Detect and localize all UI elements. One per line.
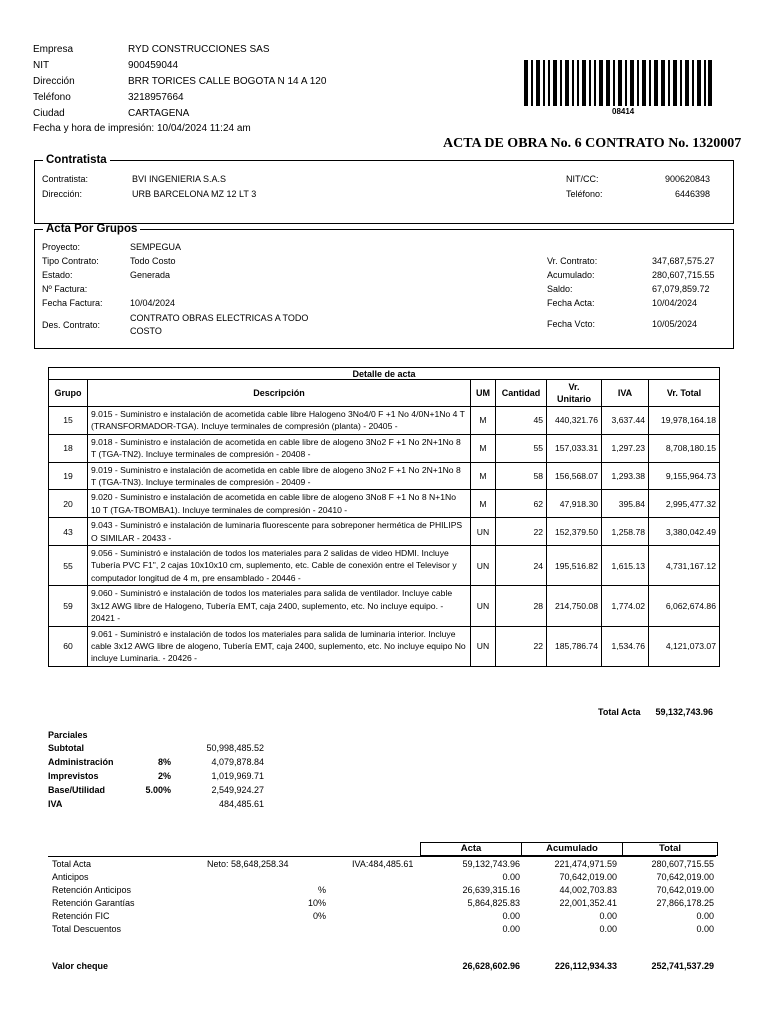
header-vr-unitario-line1: Vr. <box>568 382 580 392</box>
parcial-label: IVA <box>48 799 63 809</box>
resumen-total: 0.00 <box>696 924 714 934</box>
grupo-label: Proyecto: <box>42 242 81 252</box>
cell-vr-unitario: 440,321.76 <box>547 407 602 435</box>
table-row <box>49 490 720 518</box>
company-value: 900459044 <box>128 60 179 71</box>
contratista-label: Contratista: <box>42 174 89 184</box>
cell-grupo: 59 <box>49 586 88 626</box>
grupo-right-value: 10/04/2024 <box>652 298 698 308</box>
parcial-label: Imprevistos <box>48 771 99 781</box>
telefono-label: Teléfono: <box>566 189 603 199</box>
grupo-label: Tipo Contrato: <box>42 256 99 266</box>
header-vr-unitario-line2: Unitario <box>556 394 591 404</box>
valor-cheque-acumulado: 226,112,934.33 <box>554 961 617 971</box>
resumen-acta: 0.00 <box>502 911 520 921</box>
cell-descripcion: 9.061 - Suministró e instalación de todos los materiales para salida de luminaria interior. Incluye cable 3x12 AWG libre de alogeno, Tubería EMT, caja 2400, suplemento, etc. No incluye equipo No incluye Luminaria. - 20426 - <box>88 626 471 666</box>
company-row-nit <box>33 58 178 74</box>
valor-cheque-acta: 26,628,602.96 <box>462 961 520 971</box>
barcode-number: 08414 <box>612 107 635 116</box>
cell-grupo: 15 <box>49 407 88 435</box>
grupo-value: SEMPEGUA <box>130 242 182 252</box>
parcial-value: 50,998,485.52 <box>206 743 264 753</box>
parciales-title: Parciales <box>48 730 88 740</box>
resumen-acta: 59,132,743.96 <box>462 859 520 869</box>
parcial-value: 1,019,969.71 <box>211 771 264 781</box>
grupo-value: Generada <box>130 270 171 280</box>
parcial-value: 484,485.61 <box>218 799 264 809</box>
cell-iva: 1,615.13 <box>602 546 649 586</box>
page-title: ACTA DE OBRA No. 6 CONTRATO No. 1320007 <box>443 136 742 151</box>
valor-cheque-label: Valor cheque <box>52 961 109 971</box>
resumen-acumulado: 22,001,352.41 <box>559 898 617 908</box>
resumen-total: 70,642,019.00 <box>656 885 714 895</box>
barcode-icon <box>524 60 712 106</box>
company-value: 3218957664 <box>128 92 184 103</box>
direccion-value: URB BARCELONA MZ 12 LT 3 <box>132 189 257 199</box>
parcial-value: 2,549,924.27 <box>211 785 264 795</box>
cell-um: M <box>471 434 496 462</box>
resumen-acumulado: 0.00 <box>599 924 617 934</box>
cell-um: UN <box>471 586 496 626</box>
cell-vr-unitario: 185,786.74 <box>547 626 602 666</box>
cell-iva: 395.84 <box>602 490 649 518</box>
cell-iva: 3,637.44 <box>602 407 649 435</box>
parcial-label: Subtotal <box>48 743 84 753</box>
cell-vr-total: 3,380,042.49 <box>649 518 720 546</box>
header-vr-total: Vr. Total <box>649 380 720 407</box>
detalle-title: Detalle de acta <box>49 368 720 380</box>
resumen-acumulado: 221,474,971.59 <box>554 859 617 869</box>
resumen-total: 0.00 <box>696 911 714 921</box>
resumen-neto: Neto: 58,648,258.34 <box>207 859 289 869</box>
resumen-acumulado: 0.00 <box>599 911 617 921</box>
cell-grupo: 43 <box>49 518 88 546</box>
table-row <box>49 518 720 546</box>
contratista-legend: Contratista <box>46 154 107 166</box>
resumen-total: 280,607,715.55 <box>651 859 714 869</box>
header-grupo: Grupo <box>49 380 88 407</box>
cell-um: M <box>471 490 496 518</box>
company-label: Ciudad <box>33 108 65 119</box>
company-row-empresa <box>33 42 270 58</box>
cell-vr-unitario: 152,379.50 <box>547 518 602 546</box>
cell-vr-unitario: 47,918.30 <box>547 490 602 518</box>
grupos-legend: Acta Por Grupos <box>46 223 138 235</box>
telefono-value: 6446398 <box>674 189 710 199</box>
company-label: Empresa <box>33 44 74 55</box>
cell-iva: 1,297.23 <box>602 434 649 462</box>
cell-vr-total: 9,155,964.73 <box>649 462 720 490</box>
header-vr-unitario <box>547 380 602 407</box>
company-row-direccion <box>33 74 326 90</box>
cell-vr-total: 19,978,164.18 <box>649 407 720 435</box>
parcial-pct: 5.00% <box>145 785 171 795</box>
parcial-pct: 2% <box>157 771 171 781</box>
cell-cantidad: 55 <box>496 434 547 462</box>
cell-um: UN <box>471 518 496 546</box>
company-value: CARTAGENA <box>128 108 190 119</box>
table-row <box>49 586 720 626</box>
cell-grupo: 18 <box>49 434 88 462</box>
valor-cheque-total: 252,741,537.29 <box>651 961 714 971</box>
grupo-right-label: Fecha Acta: <box>547 298 595 308</box>
table-row <box>49 407 720 435</box>
cell-um: UN <box>471 546 496 586</box>
cell-vr-unitario: 195,516.82 <box>547 546 602 586</box>
cell-um: UN <box>471 626 496 666</box>
cell-iva: 1,534.76 <box>602 626 649 666</box>
resumen-pct: % <box>317 885 326 895</box>
resumen-header-acta: Acta <box>420 842 522 856</box>
table-row <box>49 626 720 666</box>
grupo-right-value: 347,687,575.27 <box>652 256 715 266</box>
resumen-label: Total Acta <box>52 859 92 869</box>
grupo-right-label: Vr. Contrato: <box>547 256 598 266</box>
cell-descripcion: 9.043 - Suministró e instalación de luminaria fluorescente para sobreponer hermética de PHILIPS O SIMILAR - 20433 - <box>88 518 471 546</box>
company-label: NIT <box>33 60 50 71</box>
table-row <box>49 434 720 462</box>
resumen-header-acumulado: Acumulado <box>521 842 623 856</box>
cell-grupo: 20 <box>49 490 88 518</box>
parcial-label: Administración <box>48 757 114 767</box>
resumen-acumulado: 70,642,019.00 <box>559 872 617 882</box>
cell-cantidad: 24 <box>496 546 547 586</box>
header-iva: IVA <box>602 380 649 407</box>
header-um: UM <box>471 380 496 407</box>
nit-value: 900620843 <box>664 174 710 184</box>
cell-vr-unitario: 157,033.31 <box>547 434 602 462</box>
cell-cantidad: 28 <box>496 586 547 626</box>
cell-vr-total: 4,121,073.07 <box>649 626 720 666</box>
des-contrato-value-1: CONTRATO OBRAS ELECTRICAS A TODO <box>130 313 309 323</box>
cell-cantidad: 22 <box>496 518 547 546</box>
nit-label: NIT/CC: <box>566 174 599 184</box>
cell-iva: 1,293.38 <box>602 462 649 490</box>
parcial-value: 4,079,878.84 <box>211 757 264 767</box>
cell-vr-total: 6,062,674.86 <box>649 586 720 626</box>
cell-cantidad: 58 <box>496 462 547 490</box>
total-acta-value: 59,132,743.96 <box>655 707 713 717</box>
resumen-iva: IVA:484,485.61 <box>352 859 414 869</box>
cell-grupo: 60 <box>49 626 88 666</box>
header-descripcion: Descripción <box>88 380 471 407</box>
cell-descripcion: 9.015 - Suministro e instalación de acometida cable libre Halogeno 3No4/0 F +1 No 4/0N+1No 4 T (TRANSFORMADOR-TGA). Incluye terminales de compresión (planta) - 20405 - <box>88 407 471 435</box>
resumen-label: Retención FIC <box>52 911 110 921</box>
fecha-vcto-value: 10/05/2024 <box>652 319 698 329</box>
table-row <box>49 546 720 586</box>
resumen-header-total: Total <box>622 842 718 856</box>
company-row-ciudad <box>33 106 189 122</box>
detalle-header-row <box>49 380 720 407</box>
des-contrato-value-2: COSTO <box>130 326 162 336</box>
resumen-label: Retención Anticipos <box>52 885 132 895</box>
resumen-label: Total Descuentos <box>52 924 122 934</box>
grupo-label: Estado: <box>42 270 73 280</box>
cell-vr-total: 8,708,180.15 <box>649 434 720 462</box>
print-label: Fecha y hora de impresión: <box>33 123 155 134</box>
des-contrato-label: Des. Contrato: <box>42 320 101 330</box>
grupo-right-value: 67,079,859.72 <box>652 284 710 294</box>
parcial-label: Base/Utilidad <box>48 785 106 795</box>
cell-iva: 1,774.02 <box>602 586 649 626</box>
cell-um: M <box>471 407 496 435</box>
cell-descripcion: 9.060 - Suministró e instalación de todos los materiales para salida de ventilador. Incluye cable 3x12 AWG libre de Halogeno, Tubería EMT, caja 2400, suplemento, etc. No incluye equipo. - 20421 - <box>88 586 471 626</box>
cell-iva: 1,258.78 <box>602 518 649 546</box>
cell-cantidad: 45 <box>496 407 547 435</box>
grupo-right-value: 280,607,715.55 <box>652 270 715 280</box>
company-row-telefono <box>33 90 184 106</box>
resumen-acumulado: 44,002,703.83 <box>559 885 617 895</box>
cell-descripcion: 9.020 - Suministro e instalación de acometida en cable libre de alogeno 3No8 F +1 No 8 N+1No 10 T (TGA-TBOMBA1). Incluye terminales de compresión - 20410 - <box>88 490 471 518</box>
resumen-acta: 5,864,825.83 <box>467 898 520 908</box>
table-row <box>49 462 720 490</box>
grupo-right-label: Saldo: <box>547 284 573 294</box>
grupo-label: Nº Factura: <box>42 284 88 294</box>
detalle-title-row <box>49 368 720 380</box>
cell-descripcion: 9.019 - Suministro e instalación de acometida en cable libre de alogeno 3No2 F +1 No 2N+1No 8 T (TGA-TN3). Incluye terminales de compresión - 20409 - <box>88 462 471 490</box>
resumen-label: Anticipos <box>52 872 89 882</box>
print-value: 10/04/2024 11:24 am <box>156 123 251 134</box>
cell-vr-unitario: 156,568.07 <box>547 462 602 490</box>
total-acta-label: Total Acta <box>598 707 641 717</box>
cell-grupo: 55 <box>49 546 88 586</box>
company-value: BRR TORICES CALLE BOGOTA N 14 A 120 <box>128 76 327 87</box>
contratista-value: BVI INGENIERIA S.A.S <box>132 174 227 184</box>
resumen-total: 70,642,019.00 <box>656 872 714 882</box>
resumen-label: Retención Garantías <box>52 898 135 908</box>
cell-descripcion: 9.018 - Suministro e instalación de acometida en cable libre de alogeno 3No2 F +1 No 2N+1No 8 T (TGA-TN2). Incluye terminales de compresión - 20408 - <box>88 434 471 462</box>
cell-cantidad: 22 <box>496 626 547 666</box>
cell-vr-total: 2,995,477.32 <box>649 490 720 518</box>
grupo-value: Todo Costo <box>130 256 176 266</box>
fecha-vcto-label: Fecha Vcto: <box>547 319 596 329</box>
resumen-pct: 10% <box>307 898 326 908</box>
direccion-label: Dirección: <box>42 189 83 199</box>
cell-vr-total: 4,731,167.12 <box>649 546 720 586</box>
company-label: Teléfono <box>33 92 71 103</box>
grupo-right-label: Acumulado: <box>547 270 595 280</box>
resumen-acta: 0.00 <box>502 872 520 882</box>
cell-cantidad: 62 <box>496 490 547 518</box>
company-label: Dirección <box>33 76 75 87</box>
grupo-label: Fecha Factura: <box>42 298 103 308</box>
grupo-value: 10/04/2024 <box>130 298 176 308</box>
cell-vr-unitario: 214,750.08 <box>547 586 602 626</box>
resumen-divider <box>48 856 716 857</box>
resumen-acta: 26,639,315.16 <box>462 885 520 895</box>
print-datetime <box>33 121 251 137</box>
resumen-pct: 0% <box>312 911 326 921</box>
resumen-acta: 0.00 <box>502 924 520 934</box>
cell-grupo: 19 <box>49 462 88 490</box>
company-value: RYD CONSTRUCCIONES SAS <box>128 44 270 55</box>
detalle-table <box>48 367 720 667</box>
resumen-total: 27,866,178.25 <box>656 898 714 908</box>
parcial-pct: 8% <box>157 757 171 767</box>
cell-descripcion: 9.056 - Suministró e instalación de todos los materiales para 2 salidas de video HDMI. Incluye Tubería PVC F1", 2 cajas 10x10x10 cm, suplemento, etc. Cable de conexión entre el Televisor y computador longitud de 4 m, pre ensamblado - 20446 - <box>88 546 471 586</box>
header-cantidad: Cantidad <box>496 380 547 407</box>
cell-um: M <box>471 462 496 490</box>
